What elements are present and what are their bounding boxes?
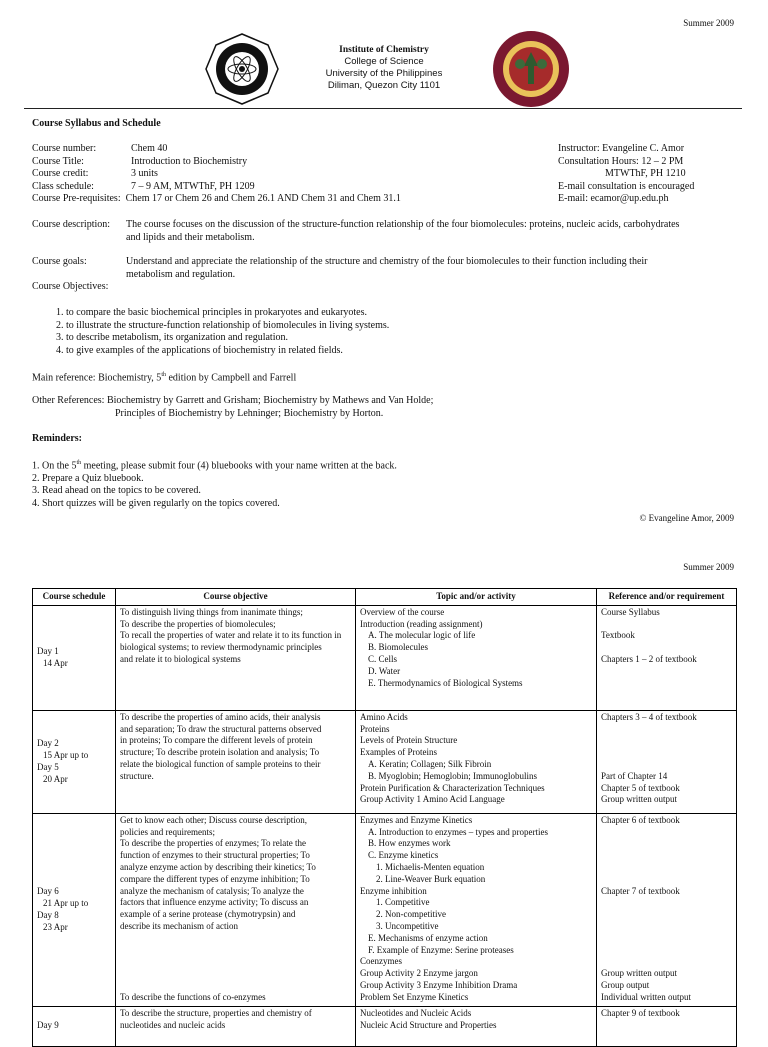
schedule-topic-cell-line: Nucleic Acid Structure and Properties [360, 1019, 497, 1030]
course-title-label: Course Title: [32, 155, 84, 167]
schedule-reference-cell [597, 813, 737, 1006]
term-label-page-2: Summer 2009 [683, 562, 734, 572]
schedule-day-cell-line: 23 Apr [43, 921, 68, 932]
schedule-reference-cell-line [601, 724, 732, 736]
course-title-value: Introduction to Biochemistry [131, 155, 248, 167]
course-credit-value: 3 units [131, 168, 158, 179]
schedule-topic-cell-line: 1. Competitive [376, 897, 430, 908]
schedule-reference-cell-line [601, 956, 732, 968]
schedule-topic-cell-line: Enzyme inhibition [360, 885, 427, 896]
schedule-day-cell-line: Day 5 [37, 761, 59, 772]
schedule-topic-cell [356, 710, 597, 813]
schedule-topic-cell [356, 605, 597, 710]
schedule-topic-cell-line: Group Activity 1 Amino Acid Language [360, 794, 505, 805]
schedule-objective-cell [116, 813, 356, 1006]
schedule-reference-cell-line: Chapter 7 of textbook [601, 885, 680, 896]
reminders-list [32, 457, 397, 510]
prerequisites-value: Chem 17 or Chem 26 and Chem 26.1 AND Chem 31 and Chem 31.1 [125, 193, 401, 204]
schedule-topic-cell-line: Levels of Protein Structure [360, 735, 458, 746]
schedule-reference-cell-line [601, 642, 732, 654]
email-consultation-note: E-mail consultation is encouraged [558, 180, 695, 192]
schedule-reference-cell [597, 605, 737, 710]
schedule-reference-cell-line: Chapters 1 – 2 of textbook [601, 653, 697, 664]
schedule-objective-cell-line [120, 980, 351, 992]
schedule-reference-cell-line: Textbook [601, 630, 635, 641]
other-references [32, 395, 433, 420]
schedule-topic-cell-line: Protein Purification & Characterization Techniques [360, 782, 545, 793]
objective-item: 3. to describe metabolism, its organization and regulation. [66, 332, 726, 345]
header-topic-activity: Topic and/or activity [356, 589, 597, 606]
schedule-objective-cell [116, 1006, 356, 1046]
schedule-topic-cell-line: 2. Non-competitive [376, 909, 446, 920]
other-references-line-2: Principles of Biochemistry by Lehninger; Biochemistry by Horton. [115, 407, 384, 419]
schedule-topic-cell-line: A. The molecular logic of life [368, 630, 476, 641]
schedule-topic-cell-line: A. Introduction to enzymes – types and properties [368, 826, 548, 837]
header-course-schedule: Course schedule [33, 589, 116, 606]
header-course-objective: Course objective [116, 589, 356, 606]
reminder-item [32, 457, 397, 473]
schedule-objective-cell-line: example of a serine protease (chymotrypsin) and [120, 909, 296, 920]
instructor-email-text: E-mail: ecamor@up.edu.ph [558, 193, 669, 204]
schedule-objective-cell-line: To describe the functions of co-enzymes [120, 991, 266, 1002]
schedule-topic-cell-line: B. Biomolecules [368, 642, 428, 653]
schedule-reference-cell-line [601, 619, 732, 631]
schedule-topic-cell-line: Group Activity 2 Enzyme jargon [360, 968, 478, 979]
schedule-objective-cell [116, 710, 356, 813]
schedule-reference-cell-line [601, 897, 732, 909]
schedule-topic-cell-line: A. Keratin; Collagen; Silk Fibroin [368, 758, 492, 769]
reminder-item: 2. Prepare a Quiz bluebook. [32, 472, 144, 484]
schedule-objective-cell-line: To describe the structure, properties and chemistry of [120, 1007, 312, 1018]
schedule-row [33, 605, 737, 710]
schedule-objective-cell-line [120, 945, 351, 957]
schedule-objective-cell-line: To describe the properties of biomolecules; [120, 618, 276, 629]
schedule-day-cell-line: Day 8 [37, 909, 59, 920]
schedule-reference-cell-line [601, 945, 732, 957]
main-reference [32, 369, 296, 385]
schedule-topic-cell-line: B. Myoglobin; Hemoglobin; Immunoglobulins [368, 770, 538, 781]
schedule-objective-cell [116, 605, 356, 710]
schedule-reference-cell-line [601, 838, 732, 850]
schedule-row [33, 813, 737, 1006]
instructor-name: Instructor: Evangeline C. Amor [558, 143, 685, 154]
prerequisites-label: Course Pre-requisites: [32, 193, 121, 204]
institution-college: College of Science [344, 56, 424, 67]
schedule-topic-cell [356, 1006, 597, 1046]
schedule-reference-cell-line [601, 933, 732, 945]
schedule-objective-cell-line: function of enzymes to their structural properties; To [120, 850, 310, 861]
schedule-topic-cell-line: E. Thermodynamics of Biological Systems [368, 677, 523, 688]
schedule-topic-cell-line: Introduction (reading assignment) [360, 618, 483, 629]
schedule-objective-cell-line: biological systems; to review thermodynamic principles [120, 642, 322, 653]
schedule-objective-cell-line: in proteins; To compare the different levels of protein [120, 735, 313, 746]
schedule-objective-cell-line: Get to know each other; Discuss course description, [120, 814, 307, 825]
schedule-row [33, 710, 737, 813]
schedule-objective-cell-line: relate the biological function of sample proteins to their [120, 758, 321, 769]
course-number-label: Course number: [32, 143, 97, 154]
main-reference-prefix: Main reference: Biochemistry, 5 [32, 372, 162, 384]
schedule-objective-cell-line: nucleotides and nucleic acids [120, 1019, 226, 1030]
schedule-reference-cell-line [601, 759, 732, 771]
schedule-day-cell-line: Day 9 [37, 1020, 59, 1031]
schedule-reference-cell-line: Group written output [601, 794, 677, 805]
goals-label: Course goals: [32, 256, 87, 267]
schedule-objective-cell-line: To describe the properties of enzymes; To relate the [120, 838, 307, 849]
instructor-email[interactable] [558, 193, 748, 206]
course-credit-label: Course credit: [32, 168, 89, 179]
schedule-topic-cell-line: Examples of Proteins [360, 747, 437, 758]
schedule-day-cell-line: Day 2 [37, 738, 59, 749]
main-reference-suffix: edition by Campbell and Farrell [165, 372, 297, 384]
schedule-reference-cell-line [601, 874, 732, 886]
schedule-reference-cell-line: Chapter 5 of textbook [601, 782, 680, 793]
objectives-label: Course Objectives: [32, 281, 109, 292]
schedule-reference-cell-line: Individual written output [601, 991, 691, 1002]
schedule-objective-cell-line: policies and requirements; [120, 826, 215, 837]
schedule-topic-cell-line: Nucleotides and Nucleic Acids [360, 1007, 472, 1018]
schedule-objective-cell-line [120, 933, 351, 945]
institution-header [0, 44, 768, 92]
reminder-item: 4. Short quizzes will be given regularly on the topics covered. [32, 497, 280, 509]
schedule-reference-cell-line: Group output [601, 979, 650, 990]
schedule-objective-cell-line: factors that influence enzyme activity; To discuss an [120, 897, 309, 908]
schedule-reference-cell-line: Group written output [601, 968, 677, 979]
schedule-objective-cell-line: To recall the properties of water and relate it to its function in [120, 630, 342, 641]
term-label: Summer 2009 [683, 18, 734, 28]
schedule-topic-cell-line: 2. Line-Weaver Burk equation [376, 873, 486, 884]
schedule-reference-cell-line: Part of Chapter 14 [601, 770, 668, 781]
schedule-day-cell-line: 14 Apr [43, 657, 68, 668]
schedule-topic-cell-line: Coenzymes [360, 956, 402, 967]
header-reference-requirement: Reference and/or requirement [597, 589, 737, 606]
schedule-objective-cell-line: structure; To describe protein isolation and analysis; To [120, 747, 320, 758]
schedule-topic-cell-line: Amino Acids [360, 711, 408, 722]
schedule-table [32, 588, 737, 1047]
other-references-line-1: Other References: Biochemistry by Garrett and Grisham; Biochemistry by Mathews and Van Holde; [32, 395, 434, 406]
reminders-title: Reminders: [32, 433, 82, 444]
course-number-value: Chem 40 [131, 143, 168, 154]
schedule-topic-cell-line: Problem Set Enzyme Kinetics [360, 991, 469, 1002]
schedule-topic-cell [356, 813, 597, 1006]
schedule-reference-cell-line: Chapter 9 of textbook [601, 1007, 680, 1018]
reminder-1-prefix: 1. On the 5 [32, 460, 77, 472]
course-fields [32, 143, 401, 206]
schedule-topic-cell-line: 3. Uncompetitive [376, 920, 439, 931]
course-description [32, 219, 744, 244]
schedule-day-cell-line: Day 6 [37, 886, 59, 897]
reminder-item: 3. Read ahead on the topics to be covered. [32, 485, 201, 497]
description-line-1: The course focuses on the discussion of the structure-function relationship of the four biomolecules: proteins, nucleic acids, carbohydrates [126, 219, 680, 230]
schedule-reference-cell-line [601, 747, 732, 759]
consultation-days: MTWThF, PH 1210 [605, 168, 686, 179]
institution-name: Institute of Chemistry [339, 45, 429, 55]
schedule-topic-cell-line: D. Water [368, 665, 401, 676]
schedule-objective-cell-line: compare the different types of enzyme inhibition; To [120, 873, 310, 884]
objective-item: 4. to give examples of the applications of biochemistry in related fields. [66, 345, 726, 358]
goals-line-1: Understand and appreciate the relationship of the structure and chemistry of the four biomolecules to their function including their [126, 256, 648, 267]
schedule-reference-cell-line [601, 921, 732, 933]
schedule-topic-cell-line: Proteins [360, 723, 390, 734]
schedule-objective-cell-line: To describe the properties of amino acids, their analysis [120, 711, 321, 722]
institution-address: Diliman, Quezon City 1101 [327, 80, 441, 91]
schedule-objective-cell-line [120, 968, 351, 980]
copyright: © Evangeline Amor, 2009 [639, 513, 734, 523]
schedule-objective-cell-line [120, 956, 351, 968]
schedule-day-cell [33, 710, 116, 813]
schedule-reference-cell-line [601, 862, 732, 874]
schedule-day-cell-line: 21 Apr up to [43, 898, 89, 908]
schedule-reference-cell-line: Chapters 3 – 4 of textbook [601, 711, 697, 722]
schedule-objective-cell-line: and separation; To draw the structural patterns observed [120, 723, 322, 734]
institution-university: University of the Philippines [325, 68, 443, 79]
class-schedule-label: Class schedule: [32, 180, 94, 192]
schedule-objective-cell-line: To distinguish living things from inanimate things; [120, 606, 303, 617]
objective-item: 1. to compare the basic biochemical principles in prokaryotes and eukaryotes. [66, 307, 726, 320]
schedule-reference-cell-line [601, 735, 732, 747]
schedule-day-cell [33, 813, 116, 1006]
schedule-topic-cell-line: 1. Michaelis-Menten equation [376, 861, 485, 872]
up-centennial-seal [492, 30, 570, 108]
schedule-day-cell-line: 20 Apr [43, 773, 68, 784]
schedule-reference-cell [597, 1006, 737, 1046]
schedule-topic-cell-line: C. Cells [368, 653, 398, 664]
description-label: Course description: [32, 219, 111, 230]
schedule-reference-cell-line [601, 850, 732, 862]
schedule-topic-cell-line: Enzymes and Enzyme Kinetics [360, 814, 473, 825]
objective-item: 2. to illustrate the structure-function relationship of biomolecules in living systems. [66, 320, 726, 333]
reminder-1-sup: th [76, 460, 82, 466]
schedule-day-cell-line: Day 1 [37, 646, 59, 656]
class-schedule-value: 7 – 9 AM, MTWThF, PH 1209 [131, 180, 255, 192]
schedule-topic-cell-line: E. Mechanisms of enzyme action [368, 932, 488, 943]
schedule-objective-cell-line: structure. [120, 770, 154, 781]
schedule-reference-cell-line: Course Syllabus [601, 606, 660, 617]
description-line-2: and lipids and their metabolism. [126, 231, 255, 243]
schedule-topic-cell-line: F. Example of Enzyme: Serine proteases [368, 944, 514, 955]
reminder-1-suffix: meeting, please submit four (4) bluebooks with your name written at the back. [81, 460, 397, 472]
schedule-objective-cell-line: analyze enzyme action by describing their kinetics; To [120, 861, 316, 872]
schedule-reference-cell-line: Chapter 6 of textbook [601, 814, 680, 825]
schedule-reference-cell [597, 710, 737, 813]
schedule-topic-cell-line: Overview of the course [360, 606, 445, 617]
objectives-list [26, 307, 726, 357]
schedule-reference-cell-line [601, 827, 732, 839]
schedule-reference-cell-line [601, 909, 732, 921]
goals-line-2: metabolism and regulation. [126, 268, 236, 280]
main-reference-sup: th [161, 372, 166, 378]
instructor-block [558, 143, 748, 206]
schedule-header-row [33, 589, 737, 606]
syllabus-title: Course Syllabus and Schedule [32, 118, 161, 129]
consultation-hours: Consultation Hours: 12 – 2 PM [558, 155, 684, 167]
schedule-day-cell-line: 15 Apr up to [43, 750, 89, 760]
schedule-topic-cell-line: C. Enzyme kinetics [368, 850, 439, 861]
schedule-objective-cell-line: describe its mechanism of action [120, 920, 238, 931]
schedule-row [33, 1006, 737, 1046]
schedule-topic-cell-line: B. How enzymes work [368, 838, 451, 849]
schedule-day-cell [33, 605, 116, 710]
header-divider [24, 108, 742, 109]
schedule-objective-cell-line: and relate it to biological systems [120, 653, 241, 664]
course-goals [32, 256, 744, 294]
schedule-day-cell [33, 1006, 116, 1046]
schedule-topic-cell-line: Group Activity 3 Enzyme Inhibition Drama [360, 979, 518, 990]
schedule-objective-cell-line: analyze the mechanism of catalysis; To analyze the [120, 885, 304, 896]
